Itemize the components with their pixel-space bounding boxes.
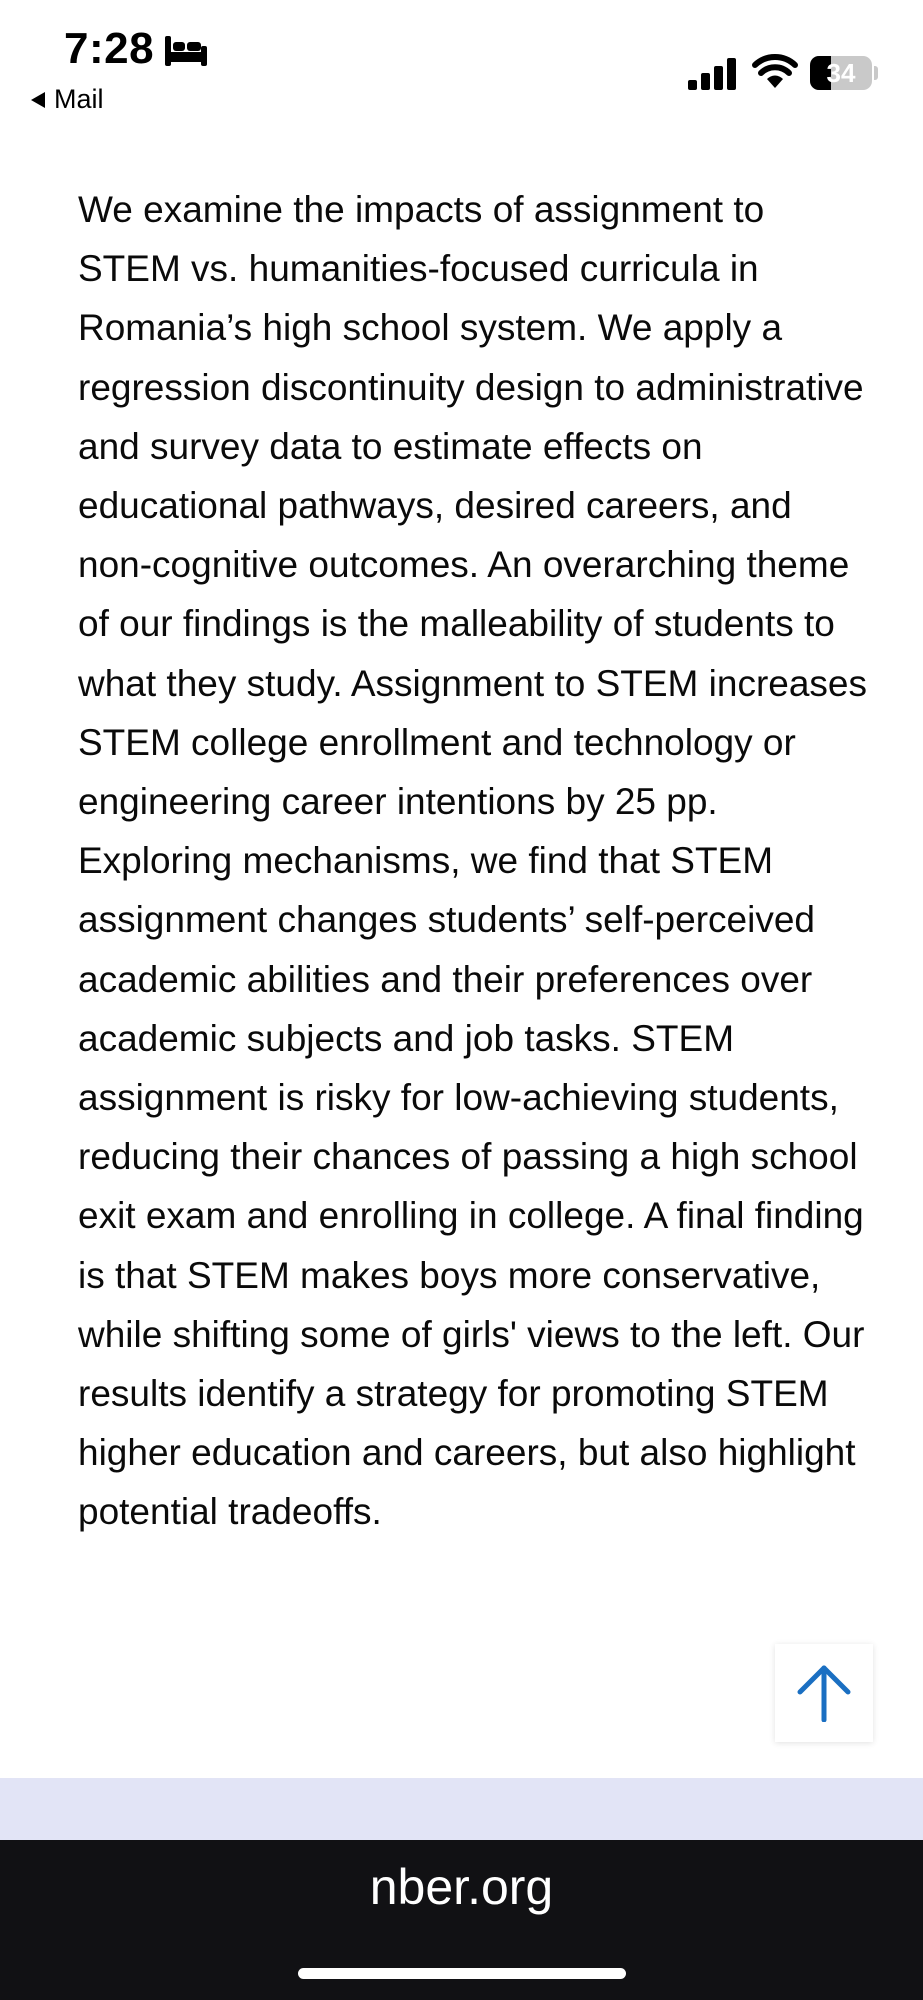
- wifi-icon: [752, 54, 798, 90]
- home-indicator[interactable]: [298, 1968, 626, 1979]
- battery-icon: [810, 56, 872, 90]
- bed-icon: [164, 32, 208, 68]
- footer-band: [0, 1778, 923, 1840]
- back-arrow-icon: [30, 91, 46, 109]
- arrow-up-icon: [795, 1664, 853, 1722]
- cellular-signal-icon: [688, 58, 738, 90]
- status-time: 7:28: [64, 24, 155, 73]
- battery-percent: 34: [826, 58, 856, 88]
- back-link-label: Mail: [54, 84, 104, 114]
- article-abstract: We examine the impacts of assignment to STEM vs. humanities-focused curricula in Romania’s high school system. We apply a regression discontinuity design to administrative and survey data to estimate effects on educational pathways, desired careers, and non-cognitive outcomes. An overarching theme of our findings is the malleability of students to what they study. Assignment to STEM increases STEM college enrollment and technology or engineering career intentions by 25 pp. Exploring mechanisms, we find that STEM assignment changes students’ self-perceived academic abilities and their preferences over academic subjects and job tasks. STEM assignment is risky for low-achieving students, reducing their chances of passing a high school exit exam and enrolling in college. A final finding is that STEM makes boys more conservative, while shifting some of girls' views to the left. Our results identify a strategy for promoting STEM higher education and careers, but also highlight potential tradeoffs.: [78, 189, 867, 1533]
- battery-cap: [874, 66, 878, 80]
- status-bar: [0, 0, 923, 120]
- back-to-top-button[interactable]: [775, 1644, 873, 1742]
- url-text[interactable]: nber.org: [369, 1859, 554, 1915]
- back-to-mail-link[interactable]: [30, 84, 104, 115]
- browser-address-bar: [0, 1840, 923, 2000]
